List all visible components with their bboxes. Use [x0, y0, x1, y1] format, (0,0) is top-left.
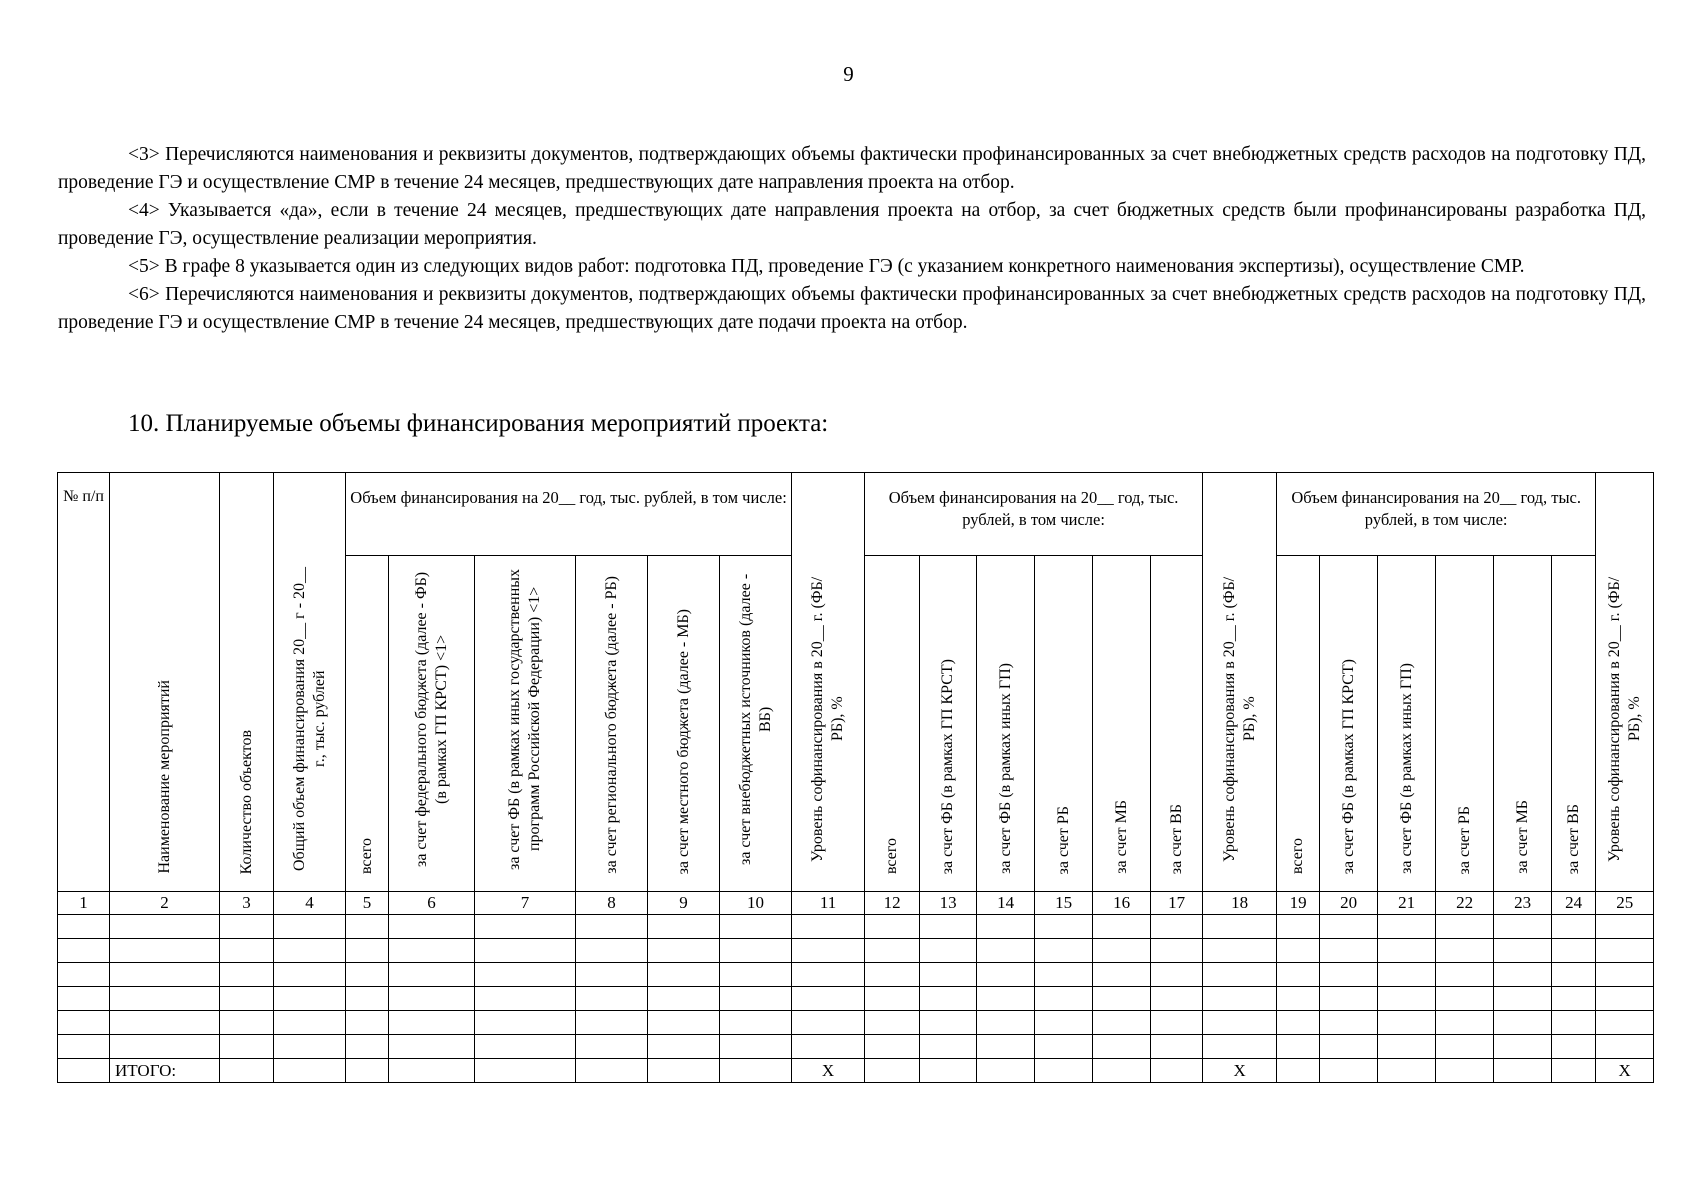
header-cofinancing-3-text: Уровень софинансирования в 20__ г. (ФБ/РБ), % — [1605, 576, 1643, 862]
table-cell — [920, 915, 977, 939]
header-c9 — [648, 556, 720, 892]
header-c21-text: за счет ФБ (в рамках иных ГП) — [1397, 663, 1415, 874]
table-cell — [1494, 939, 1552, 963]
table-cell — [1035, 963, 1093, 987]
total-cell — [648, 1059, 720, 1083]
column-number-19: 19 — [1277, 892, 1320, 915]
header-c21 — [1378, 556, 1436, 892]
header-c23 — [1494, 556, 1552, 892]
table-cell — [648, 939, 720, 963]
table-cell — [274, 1035, 346, 1059]
column-number-11: 11 — [792, 892, 865, 915]
header-c19-text: всего — [1289, 837, 1307, 874]
table-cell — [648, 963, 720, 987]
table-cell — [475, 1011, 576, 1035]
total-cell — [1035, 1059, 1093, 1083]
table-cell — [1203, 939, 1277, 963]
table-cell — [865, 915, 920, 939]
total-cell — [1151, 1059, 1203, 1083]
header-c8 — [576, 556, 648, 892]
table-cell — [1436, 1035, 1494, 1059]
table-cell — [1277, 963, 1320, 987]
table-cell — [110, 1035, 220, 1059]
header-c20 — [1320, 556, 1378, 892]
table-cell — [1320, 987, 1378, 1011]
table-cell — [110, 939, 220, 963]
header-c23-text: за счет МБ — [1513, 800, 1531, 874]
total-cell — [1320, 1059, 1378, 1083]
table-cell — [58, 939, 110, 963]
table-cell — [720, 1011, 792, 1035]
header-c5-text: всего — [358, 837, 375, 874]
table-cell — [792, 963, 865, 987]
table-cell — [576, 915, 648, 939]
column-number-3: 3 — [220, 892, 274, 915]
table-cell — [977, 915, 1035, 939]
table-cell — [648, 1011, 720, 1035]
table-cell — [977, 1035, 1035, 1059]
table-cell — [220, 987, 274, 1011]
header-objects-count-text: Количество объектов — [237, 729, 255, 874]
column-number-18: 18 — [1203, 892, 1277, 915]
table-cell — [1277, 939, 1320, 963]
table-cell — [1494, 987, 1552, 1011]
table-cell — [865, 939, 920, 963]
header-name-text: Наименование мероприятий — [155, 680, 173, 874]
table-cell — [1378, 963, 1436, 987]
table-cell — [1436, 939, 1494, 963]
table-cell — [1596, 1035, 1654, 1059]
table-cell — [475, 915, 576, 939]
column-number-16: 16 — [1093, 892, 1151, 915]
table-cell — [977, 987, 1035, 1011]
column-number-20: 20 — [1320, 892, 1378, 915]
table-cell — [1552, 987, 1596, 1011]
table-cell — [1035, 939, 1093, 963]
table-cell — [1552, 939, 1596, 963]
total-row — [58, 1059, 1654, 1083]
table-cell — [1378, 987, 1436, 1011]
table-cell — [1596, 987, 1654, 1011]
table-cell — [1596, 1011, 1654, 1035]
table-cell — [1494, 915, 1552, 939]
header-c7-text: за счет ФБ (в рамках иных государственных программ Российской Федерации) <1> — [506, 568, 543, 870]
table-cell — [865, 987, 920, 1011]
header-group-year-1: Объем финансирования на 20__ год, тыс. рублей, в том числе: — [346, 473, 792, 556]
table-cell — [1378, 939, 1436, 963]
header-c15 — [1035, 556, 1093, 892]
header-c24-text: за счет ВБ — [1564, 803, 1582, 874]
table-cell — [576, 987, 648, 1011]
table-cell — [1596, 963, 1654, 987]
table-cell — [1035, 987, 1093, 1011]
table-cell — [389, 939, 475, 963]
table-row — [58, 963, 1654, 987]
total-cell — [1093, 1059, 1151, 1083]
total-cell — [1378, 1059, 1436, 1083]
total-cell — [58, 1059, 110, 1083]
header-group-year-2: Объем финансирования на 20__ год, тыс. рублей, в том числе: — [865, 473, 1203, 556]
table-cell — [1436, 915, 1494, 939]
total-mark-c18: X — [1203, 1059, 1277, 1083]
table-cell — [110, 1011, 220, 1035]
table-cell — [648, 1035, 720, 1059]
column-number-7: 7 — [475, 892, 576, 915]
header-c9-text: за счет местного бюджета (далее - МБ) — [674, 608, 692, 874]
table-cell — [346, 1035, 389, 1059]
table-cell — [1378, 1035, 1436, 1059]
total-cell — [274, 1059, 346, 1083]
table-cell — [1552, 963, 1596, 987]
column-number-5: 5 — [346, 892, 389, 915]
table-cell — [1203, 915, 1277, 939]
table-cell — [274, 987, 346, 1011]
header-c14-text: за счет ФБ (в рамках иных ГП) — [996, 663, 1014, 874]
table-cell — [1494, 1011, 1552, 1035]
header-cofinancing-3 — [1596, 473, 1654, 892]
total-label: ИТОГО: — [110, 1059, 220, 1083]
table-cell — [1093, 1011, 1151, 1035]
header-c13-text: за счет ФБ (в рамках ГП КРСТ) — [939, 658, 957, 874]
header-group-year-3: Объем финансирования на 20__ год, тыс. рублей, в том числе: — [1277, 473, 1596, 556]
table-cell — [389, 987, 475, 1011]
total-cell — [1494, 1059, 1552, 1083]
table-cell — [720, 915, 792, 939]
column-number-23: 23 — [1494, 892, 1552, 915]
table-cell — [792, 987, 865, 1011]
table-cell — [220, 915, 274, 939]
financing-table — [57, 472, 1654, 1083]
header-c12-text: всего — [883, 837, 901, 874]
header-objects-count — [220, 473, 274, 892]
header-c22 — [1436, 556, 1494, 892]
table-cell — [1320, 963, 1378, 987]
total-cell — [1436, 1059, 1494, 1083]
table-cell — [274, 915, 346, 939]
header-cofinancing-2-text: Уровень софинансирования в 20__ г. (ФБ/РБ), % — [1220, 576, 1258, 862]
column-number-1: 1 — [58, 892, 110, 915]
table-cell — [1320, 939, 1378, 963]
column-numbers-row — [58, 892, 1654, 915]
column-number-17: 17 — [1151, 892, 1203, 915]
table-cell — [1436, 1011, 1494, 1035]
table-cell — [920, 987, 977, 1011]
table-cell — [1093, 915, 1151, 939]
table-cell — [110, 987, 220, 1011]
table-cell — [58, 1035, 110, 1059]
table-row — [58, 1035, 1654, 1059]
table-cell — [1151, 1011, 1203, 1035]
total-cell — [1552, 1059, 1596, 1083]
total-cell — [576, 1059, 648, 1083]
footnote-3: <3> Перечисляются наименования и реквизиты документов, подтверждающих объемы фактически профинансированных за счет внебюджетных средств расходов на подготовку ПД, проведение ГЭ и осуществление СМР в течение 24 месяцев, предшествующих дате направления проекта на отбор. — [58, 144, 1646, 193]
table-cell — [1151, 1035, 1203, 1059]
table-cell — [1151, 963, 1203, 987]
column-number-4: 4 — [274, 892, 346, 915]
table-cell — [1277, 1035, 1320, 1059]
footnotes — [58, 141, 1646, 337]
header-c17-text: за счет ВБ — [1167, 803, 1185, 874]
table-cell — [220, 939, 274, 963]
total-mark-c25: X — [1596, 1059, 1654, 1083]
table-cell — [220, 1035, 274, 1059]
table-cell — [346, 1011, 389, 1035]
total-cell — [220, 1059, 274, 1083]
header-cofinancing-1 — [792, 473, 865, 892]
table-row — [58, 987, 1654, 1011]
table-cell — [1552, 1035, 1596, 1059]
header-c10 — [720, 556, 792, 892]
table-cell — [1320, 915, 1378, 939]
table-cell — [1378, 1011, 1436, 1035]
table-cell — [1151, 939, 1203, 963]
table-cell — [1035, 1035, 1093, 1059]
table-cell — [1203, 1011, 1277, 1035]
table-cell — [346, 963, 389, 987]
table-cell — [58, 987, 110, 1011]
column-number-15: 15 — [1035, 892, 1093, 915]
total-cell — [720, 1059, 792, 1083]
header-c17 — [1151, 556, 1203, 892]
total-cell — [920, 1059, 977, 1083]
table-cell — [720, 1035, 792, 1059]
table-cell — [1277, 915, 1320, 939]
table-cell — [110, 963, 220, 987]
header-c7 — [475, 556, 576, 892]
table-cell — [1093, 987, 1151, 1011]
column-number-8: 8 — [576, 892, 648, 915]
column-number-14: 14 — [977, 892, 1035, 915]
column-number-25: 25 — [1596, 892, 1654, 915]
footnote-6: <6> Перечисляются наименования и реквизиты документов, подтверждающих объемы фактически профинансированных за счет внебюджетных средств расходов на подготовку ПД, проведение ГЭ и осуществление СМР в течение 24 месяцев, предшествующих дате подачи проекта на отбор. — [58, 284, 1646, 333]
table-cell — [1203, 1035, 1277, 1059]
header-c16 — [1093, 556, 1151, 892]
table-cell — [865, 1011, 920, 1035]
table-cell — [475, 987, 576, 1011]
total-mark-c11: X — [792, 1059, 865, 1083]
table-cell — [1378, 915, 1436, 939]
column-number-21: 21 — [1378, 892, 1436, 915]
table-cell — [1277, 1011, 1320, 1035]
table-cell — [977, 1011, 1035, 1035]
table-cell — [475, 939, 576, 963]
table-cell — [1277, 987, 1320, 1011]
table-cell — [920, 963, 977, 987]
table-cell — [1035, 915, 1093, 939]
table-cell — [920, 1035, 977, 1059]
table-cell — [220, 963, 274, 987]
table-cell — [865, 1035, 920, 1059]
table-cell — [1035, 1011, 1093, 1035]
header-c16-text: за счет МБ — [1112, 800, 1130, 874]
table-cell — [1596, 915, 1654, 939]
table-cell — [1494, 1035, 1552, 1059]
table-cell — [1494, 963, 1552, 987]
table-cell — [792, 1011, 865, 1035]
column-number-10: 10 — [720, 892, 792, 915]
table-cell — [720, 963, 792, 987]
table-cell — [1093, 939, 1151, 963]
column-number-6: 6 — [389, 892, 475, 915]
total-cell — [977, 1059, 1035, 1083]
table-cell — [58, 915, 110, 939]
table-cell — [389, 915, 475, 939]
table-cell — [58, 963, 110, 987]
header-c8-text: за счет регионального бюджета (далее - РБ) — [602, 576, 620, 874]
table-cell — [576, 939, 648, 963]
footnote-4: <4> Указывается «да», если в течение 24 месяцев, предшествующих дате направления проекта на отбор, за счет бюджетных средств были профинансированы разработка ПД, проведение ГЭ, осуществление реализации мероприятия. — [58, 200, 1646, 249]
header-c5 — [346, 556, 389, 892]
table-cell — [220, 1011, 274, 1035]
table-cell — [576, 963, 648, 987]
header-c24 — [1552, 556, 1596, 892]
table-cell — [389, 1035, 475, 1059]
table-row — [58, 939, 1654, 963]
table-cell — [1436, 963, 1494, 987]
table-cell — [346, 939, 389, 963]
header-c6 — [389, 556, 475, 892]
table-cell — [1596, 939, 1654, 963]
table-cell — [792, 1035, 865, 1059]
header-name — [110, 473, 220, 892]
header-c19 — [1277, 556, 1320, 892]
table-cell — [1320, 1011, 1378, 1035]
header-cofinancing-2 — [1203, 473, 1277, 892]
table-cell — [977, 963, 1035, 987]
section-title: 10. Планируемые объемы финансирования мероприятий проекта: — [128, 410, 829, 437]
column-number-22: 22 — [1436, 892, 1494, 915]
header-c20-text: за счет ФБ (в рамках ГП КРСТ) — [1339, 658, 1357, 874]
table-cell — [1151, 987, 1203, 1011]
table-cell — [389, 1011, 475, 1035]
table-cell — [576, 1035, 648, 1059]
table-cell — [720, 939, 792, 963]
table-cell — [865, 963, 920, 987]
table-row — [58, 915, 1654, 939]
table-cell — [346, 915, 389, 939]
header-cofinancing-1-text: Уровень софинансирования в 20__ г. (ФБ/РБ), % — [809, 576, 847, 862]
table-cell — [648, 915, 720, 939]
header-c14 — [977, 556, 1035, 892]
table-cell — [1552, 1011, 1596, 1035]
header-number: № п/п — [58, 473, 110, 892]
table-cell — [110, 915, 220, 939]
table-cell — [346, 987, 389, 1011]
header-c13 — [920, 556, 977, 892]
table-cell — [1436, 987, 1494, 1011]
table-cell — [792, 915, 865, 939]
table-cell — [1320, 1035, 1378, 1059]
column-number-13: 13 — [920, 892, 977, 915]
table-cell — [1093, 963, 1151, 987]
header-c22-text: за счет РБ — [1455, 805, 1473, 874]
table-row — [58, 1011, 1654, 1035]
table-cell — [58, 1011, 110, 1035]
table-cell — [389, 963, 475, 987]
table-cell — [648, 987, 720, 1011]
table-cell — [1203, 963, 1277, 987]
total-cell — [346, 1059, 389, 1083]
table-cell — [977, 939, 1035, 963]
column-number-24: 24 — [1552, 892, 1596, 915]
table-cell — [720, 987, 792, 1011]
header-c6-text: за счет федерального бюджета (далее - ФБ) (в рамках ГП КРСТ) <1> — [412, 571, 450, 867]
total-cell — [1277, 1059, 1320, 1083]
table-cell — [274, 1011, 346, 1035]
table-cell — [475, 1035, 576, 1059]
table-cell — [475, 963, 576, 987]
column-number-9: 9 — [648, 892, 720, 915]
table-cell — [1093, 1035, 1151, 1059]
column-number-12: 12 — [865, 892, 920, 915]
header-c10-text: за счет внебюджетных источников (далее - ВБ) — [736, 573, 774, 865]
table-cell — [1151, 915, 1203, 939]
header-total-volume — [274, 473, 346, 892]
table-cell — [576, 1011, 648, 1035]
page-number: 9 — [843, 62, 854, 86]
total-cell — [475, 1059, 576, 1083]
header-c12 — [865, 556, 920, 892]
table-cell — [1203, 987, 1277, 1011]
table-cell — [920, 939, 977, 963]
table-cell — [792, 939, 865, 963]
table-cell — [1552, 915, 1596, 939]
header-c15-text: за счет РБ — [1054, 805, 1072, 874]
table-cell — [274, 939, 346, 963]
column-number-2: 2 — [110, 892, 220, 915]
total-cell — [865, 1059, 920, 1083]
footnote-5: <5> В графе 8 указывается один из следующих видов работ: подготовка ПД, проведение ГЭ (с указанием конкретного наименования экспертизы), осуществление СМР. — [128, 256, 1525, 277]
table-cell — [920, 1011, 977, 1035]
total-cell — [389, 1059, 475, 1083]
table-cell — [274, 963, 346, 987]
header-total-volume-text: Общий объем финансирования 20__ г - 20__ г., тыс. рублей — [290, 566, 328, 872]
